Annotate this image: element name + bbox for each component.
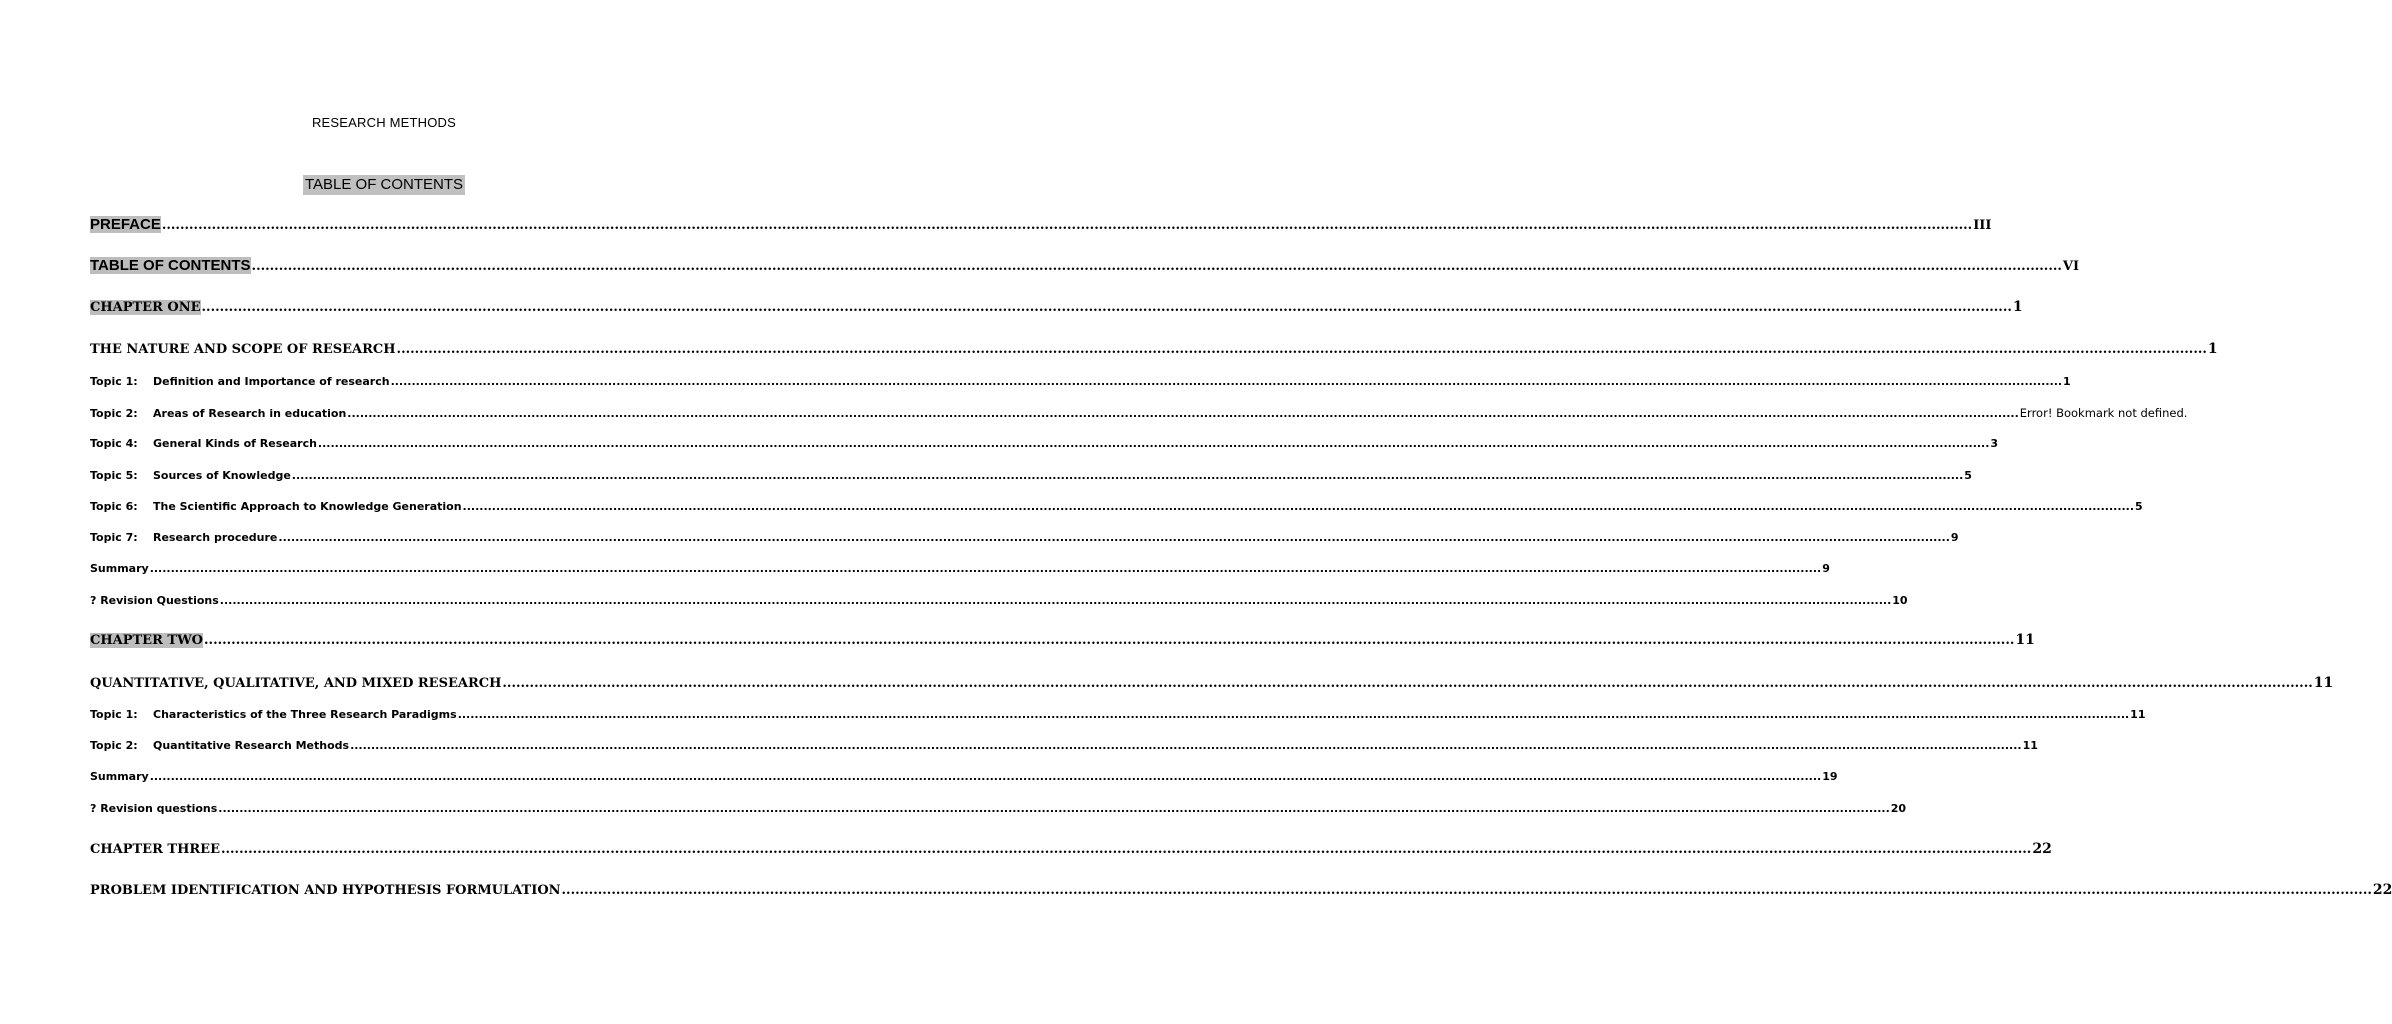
leader-dots: ................................................................................................................................................................................................................................................................................................................................................................................................................ — [219, 594, 1892, 607]
toc-entry-title: Definition and Importance of research — [153, 375, 390, 388]
toc-topic-entry[interactable] — [90, 500, 2143, 513]
leader-dots: ................................................................................................................................................................................................................................................................................................................................................................................................................ — [561, 883, 2372, 898]
leader-dots: ................................................................................................................................................................................................................................................................................................................................................................................................................ — [149, 562, 1822, 575]
toc-page-number: 9 — [1822, 562, 1830, 575]
toc-entry-title: Summary — [90, 562, 149, 575]
toc-entry-title: General Kinds of Research — [153, 437, 317, 450]
leader-dots: ................................................................................................................................................................................................................................................................................................................................................................................................................ — [201, 300, 2012, 315]
toc-page-number: 22 — [2032, 841, 2052, 857]
toc-entry-title: PREFACE — [90, 216, 161, 233]
toc-entry-revision-questions[interactable] — [90, 594, 1908, 607]
toc-entry-title: The Scientific Approach to Knowledge Generation — [153, 500, 462, 513]
toc-entry-title: CHAPTER ONE — [90, 300, 201, 315]
toc-entry-preface[interactable] — [90, 216, 1992, 233]
toc-topic-entry[interactable] — [90, 375, 2071, 388]
toc-page-number: 1 — [2012, 299, 2023, 315]
toc-entry-title: Areas of Research in education — [153, 407, 347, 420]
toc-topic-entry[interactable] — [90, 437, 1999, 450]
toc-entry-title: ? Revision questions — [90, 802, 218, 815]
leader-dots: ................................................................................................................................................................................................................................................................................................................................................................................................................ — [502, 676, 2313, 691]
topic-label: Topic 2: — [90, 407, 138, 420]
toc-entry-title: PROBLEM IDENTIFICATION AND HYPOTHESIS FORMULATION — [90, 883, 561, 898]
toc-entry-title: ? Revision Questions — [90, 594, 219, 607]
toc-entry-summary[interactable] — [90, 562, 1830, 575]
toc-entry-table-of-contents[interactable] — [90, 257, 2080, 274]
toc-entry-title: Sources of Knowledge — [153, 469, 291, 482]
topic-label: Topic 6: — [90, 500, 138, 513]
toc-page-number: 11 — [2313, 675, 2334, 691]
leader-dots: ................................................................................................................................................................................................................................................................................................................................................................................................................ — [462, 500, 2135, 513]
leader-dots: ................................................................................................................................................................................................................................................................................................................................................................................................................ — [204, 633, 2015, 648]
topic-label: Topic 7: — [90, 531, 138, 544]
topic-label: Topic 1: — [90, 708, 138, 721]
toc-entry-summary[interactable] — [90, 770, 1838, 783]
topic-label: Topic 5: — [90, 469, 138, 482]
toc-page-number: 11 — [2130, 708, 2146, 721]
toc-entry-title: CHAPTER THREE — [90, 842, 220, 857]
document-header: RESEARCH METHODS — [311, 115, 457, 130]
toc-page-number: 1 — [2207, 341, 2218, 357]
toc-entry-title: Summary — [90, 770, 149, 783]
toc-entry-title: TABLE OF CONTENTS — [90, 257, 251, 274]
leader-dots: ................................................................................................................................................................................................................................................................................................................................................................................................................ — [220, 842, 2032, 857]
leader-dots: ................................................................................................................................................................................................................................................................................................................................................................................................................ — [149, 770, 1822, 783]
bookmark-error-text: Error! Bookmark not defined. — [2019, 406, 2188, 420]
toc-page-number: 11 — [2015, 632, 2035, 648]
toc-page-number: 11 — [2022, 739, 2038, 752]
leader-dots: ................................................................................................................................................................................................................................................................................................................................................................................................................ — [350, 739, 2022, 752]
toc-topic-entry[interactable] — [90, 739, 2038, 752]
topic-label: Topic 1: — [90, 375, 138, 388]
toc-page-number: 10 — [1892, 594, 1908, 607]
topic-label: Topic 4: — [90, 437, 138, 450]
toc-entry-title: QUANTITATIVE, QUALITATIVE, AND MIXED RESEARCH — [90, 676, 502, 691]
leader-dots: ................................................................................................................................................................................................................................................................................................................................................................................................................ — [390, 375, 2063, 388]
toc-page-number: 9 — [1950, 531, 1959, 544]
leader-dots: ................................................................................................................................................................................................................................................................................................................................................................................................................ — [347, 407, 2019, 420]
toc-topic-entry[interactable] — [90, 531, 1959, 544]
toc-page-number: VI — [2062, 259, 2080, 274]
toc-entry-title: Characteristics of the Three Research Paradigms — [153, 708, 457, 721]
toc-page-number: 22 — [2372, 882, 2392, 898]
leader-dots: ................................................................................................................................................................................................................................................................................................................................................................................................................ — [218, 802, 1890, 815]
toc-topic-entry[interactable] — [90, 406, 2188, 420]
toc-page-number: III — [1973, 218, 1992, 233]
toc-entry-title: CHAPTER TWO — [90, 633, 204, 648]
leader-dots: ................................................................................................................................................................................................................................................................................................................................................................................................................ — [278, 531, 1950, 544]
toc-entry-title: Quantitative Research Methods — [153, 739, 350, 752]
toc-topic-entry[interactable] — [90, 469, 1972, 482]
leader-dots: ................................................................................................................................................................................................................................................................................................................................................................................................................ — [161, 218, 1973, 233]
toc-title: TABLE OF CONTENTS — [304, 176, 464, 193]
toc-page-number: 5 — [2135, 500, 2143, 513]
toc-entry-chapter-three[interactable] — [90, 841, 2052, 857]
toc-entry-chapter-three-heading[interactable] — [90, 882, 2392, 898]
toc-entry-chapter-one[interactable] — [90, 299, 2023, 315]
toc-entry-revision-questions[interactable] — [90, 802, 1907, 815]
leader-dots: ................................................................................................................................................................................................................................................................................................................................................................................................................ — [396, 342, 2207, 357]
toc-entry-title: THE NATURE AND SCOPE OF RESEARCH — [90, 342, 396, 357]
toc-page-number: 5 — [1964, 469, 1972, 482]
toc-topic-entry[interactable] — [90, 708, 2146, 721]
toc-title-wrap — [0, 175, 768, 195]
toc-page-number: 20 — [1890, 802, 1907, 815]
leader-dots: ................................................................................................................................................................................................................................................................................................................................................................................................................ — [251, 259, 2062, 274]
toc-entry-chapter-two[interactable] — [90, 632, 2035, 648]
toc-entry-title: Research procedure — [153, 531, 278, 544]
toc-entry-chapter-two-heading[interactable] — [90, 675, 2334, 691]
leader-dots: ................................................................................................................................................................................................................................................................................................................................................................................................................ — [317, 437, 1990, 450]
toc-page-number: 1 — [2063, 375, 2071, 388]
topic-label: Topic 2: — [90, 739, 138, 752]
toc-page-number: 19 — [1822, 770, 1838, 783]
leader-dots: ................................................................................................................................................................................................................................................................................................................................................................................................................ — [457, 708, 2130, 721]
toc-page-number: 3 — [1990, 437, 1999, 450]
toc-entry-chapter-one-heading[interactable] — [90, 341, 2218, 357]
leader-dots: ................................................................................................................................................................................................................................................................................................................................................................................................................ — [291, 469, 1964, 482]
